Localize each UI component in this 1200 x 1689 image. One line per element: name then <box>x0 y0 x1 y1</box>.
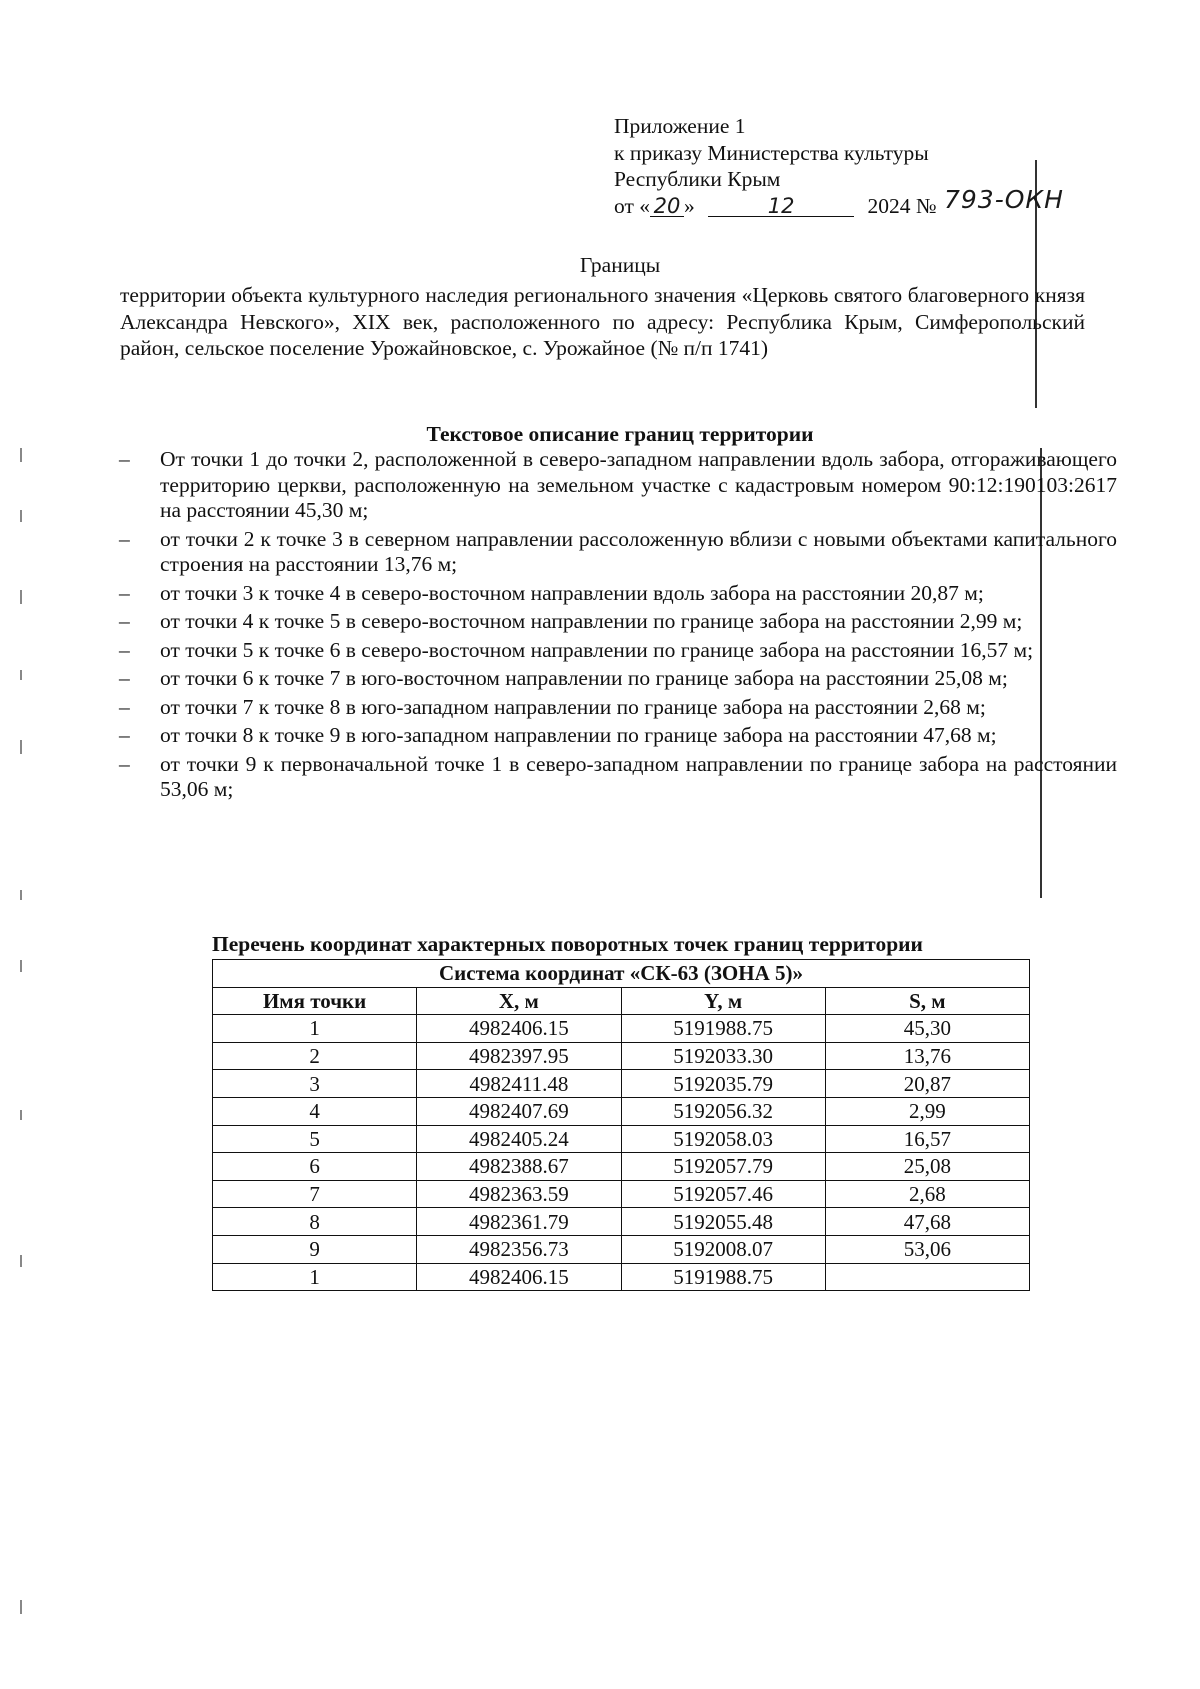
list-item: – от точки 2 к точке 3 в северном направлении рассоложенную вблизи с новыми объектами капитального строения на расстоянии 13,76 м; <box>119 526 1117 576</box>
scan-mark <box>20 1255 22 1267</box>
scan-mark <box>20 510 22 522</box>
date-mid: » <box>684 193 695 218</box>
table-row: 4 4982407.69 5192056.32 2,99 <box>213 1097 1030 1125</box>
list-item: – от точки 8 к точке 9 в юго-западном направлении по границе забора на расстоянии 47,68 м; <box>119 723 997 747</box>
column-header-y: Y, м <box>621 987 825 1015</box>
year-number-label: 2024 № <box>867 193 937 218</box>
table-row: 8 4982361.79 5192055.48 47,68 <box>213 1208 1030 1236</box>
list-item: – от точки 9 к первоначальной точке 1 в северо-западном направлении по границе забора на расстоянии 53,06 м; <box>119 751 1117 801</box>
intro-paragraph: территории объекта культурного наследия регионального значения «Церковь святого благоверного князя Александра Невского», XIX век, расположенного по адресу: Республика Крым, Симферопольский район, сельское поселение Урожайновское, с. Урожайное (№ п/п 1741) <box>120 283 1085 360</box>
column-header-x: X, м <box>417 987 621 1015</box>
scan-mark <box>20 670 22 680</box>
table-row: 7 4982363.59 5192057.46 2,68 <box>213 1180 1030 1208</box>
table-row: 1 4982406.15 5191988.75 <box>213 1263 1030 1291</box>
text-description-title: Текстовое описание границ территории <box>426 422 814 446</box>
scan-mark <box>20 448 22 462</box>
scan-mark <box>20 960 22 972</box>
column-header-point: Имя точки <box>213 987 417 1015</box>
appendix-header <box>614 113 1064 219</box>
date-prefix: от « <box>614 193 650 218</box>
scan-mark <box>20 740 22 754</box>
table-row: 5 4982405.24 5192058.03 16,57 <box>213 1125 1030 1153</box>
coordinates-table <box>212 959 1030 1291</box>
list-item: – от точки 6 к точке 7 в юго-восточном направлении по границе забора на расстоянии 25,08 м; <box>119 666 1008 690</box>
coordinates-table-title: Перечень координат характерных поворотных точек границ территории <box>212 932 923 956</box>
scan-mark <box>20 1110 22 1120</box>
table-row: 1 4982406.15 5191988.75 45,30 <box>213 1015 1030 1043</box>
page-heading: Границы <box>579 253 661 277</box>
appendix-title: Приложение 1 <box>614 114 746 138</box>
handwritten-month: 12 <box>708 196 854 217</box>
list-item: – От точки 1 до точки 2, расположенной в северо-западном направлении вдоль забора, отгораживающего территорию церкви, расположенную на земельном участке с кадастровым номером 90:12:190103:2617 на расстоянии 45,30 м; <box>119 447 1117 522</box>
boundary-description-list <box>112 447 1117 806</box>
order-date-line <box>614 184 1064 220</box>
table-row: 9 4982356.73 5192008.07 53,06 <box>213 1235 1030 1263</box>
table-row: 6 4982388.67 5192057.79 25,08 <box>213 1153 1030 1181</box>
table-row: 3 4982411.48 5192035.79 20,87 <box>213 1070 1030 1098</box>
list-item: – от точки 7 к точке 8 в юго-западном направлении по границе забора на расстоянии 2,68 м; <box>119 694 986 719</box>
list-item: – от точки 5 к точке 6 в северо-восточном направлении по границе забора на расстоянии 16,57 м; <box>119 637 1034 662</box>
handwritten-day: 20 <box>650 196 684 217</box>
scan-mark <box>20 890 22 900</box>
scan-mark <box>20 1600 22 1614</box>
table-header-row <box>213 987 1030 1015</box>
appendix-order-ref: к приказу Министерства культуры <box>614 140 929 165</box>
list-item: – от точки 4 к точке 5 в северо-восточном направлении по границе забора на расстоянии 2,99 м; <box>119 609 1023 633</box>
table-row: 2 4982397.95 5192033.30 13,76 <box>213 1042 1030 1070</box>
coordinate-system-label: Система координат «СК-63 (ЗОНА 5)» <box>213 960 1030 988</box>
appendix-republic: Республики Крым <box>614 167 781 191</box>
scan-mark <box>20 590 22 604</box>
list-item: – от точки 3 к точке 4 в северо-восточном направлении вдоль забора на расстоянии 20,87 м; <box>119 580 984 605</box>
table-system-row <box>213 960 1030 988</box>
column-header-s: S, м <box>825 987 1029 1015</box>
handwritten-order-number: 793-ОКН <box>944 184 1064 214</box>
